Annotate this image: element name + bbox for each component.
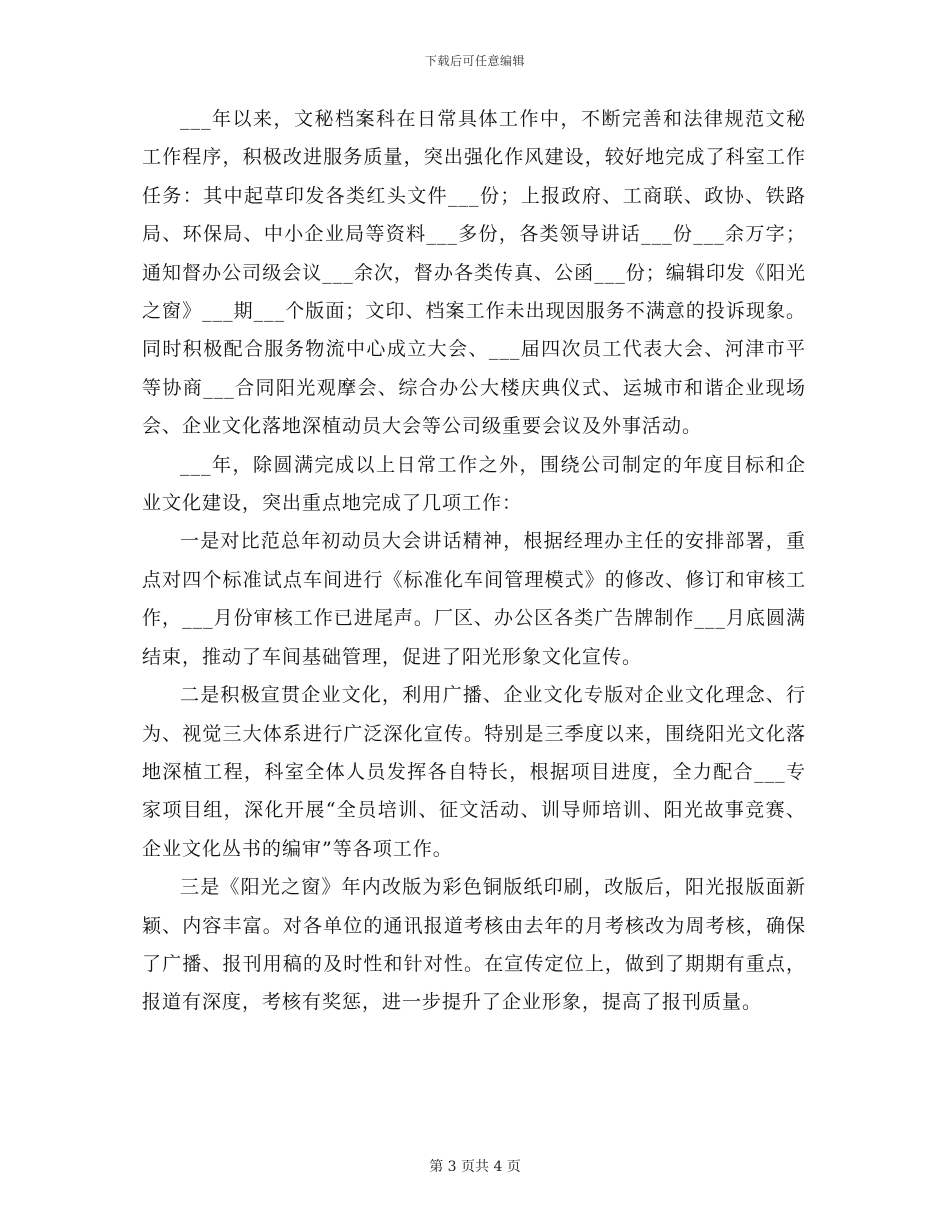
page-header-note: 下载后可任意编辑 [424, 54, 525, 68]
page-number-footer: 第 3 页共 4 页 [429, 1159, 521, 1175]
paragraph-item-three: 三是《阳光之窗》年内改版为彩色铜版纸印刷，改版后，阳光报版面新颖、内容丰富。对各单位的通讯报道考核由去年的月考核改为周考核，确保了广播、报刊用稿的及时性和针对性。在宣传定位上，做到了期期有重点，报道有深度，考核有奖惩，进一步提升了企业形象，提高了报刊质量。 [142, 876, 806, 1014]
paragraph-item-two: 二是积极宣贯企业文化，利用广播、企业文化专版对企业文化理念、行为、视觉三大体系进行广泛深化宣传。特别是三季度以来，围绕阳光文化落地深植工程，科室全体人员发挥各自特长，根据项目进度，全力配合___专家项目组，深化开展“全员培训、征文活动、训导师培训、阳光故事竞赛、企业文化丛书的编审”等各项工作。 [142, 684, 806, 860]
paragraph-key-work-intro: ___年，除圆满完成以上日常工作之外，围绕公司制定的年度目标和企业文化建设，突出重点地完成了几项工作： [142, 453, 806, 515]
paragraph-item-one: 一是对比范总年初动员大会讲话精神，根据经理办主任的安排部署，重点对四个标准试点车间进行《标准化车间管理模式》的修改、修订和审核工作，___月份审核工作已进尾声。厂区、办公区各类广告牌制作___月底圆满结束，推动了车间基础管理，促进了阳光形象文化宣传。 [142, 530, 806, 668]
document-body [142, 100, 806, 1022]
paragraph-annual-summary: ___年以来，文秘档案科在日常具体工作中，不断完善和法律规范文秘工作程序，积极改进服务质量，突出强化作风建设，较好地完成了科室工作任务：其中起草印发各类红头文件___份；上报政府、工商联、政协、铁路局、环保局、中小企业局等资料___多份，各类领导讲话___份___余万字；通知督办公司级会议___余次，督办各类传真、公函___份；编辑印发《阳光之窗》___期___个版面；文印、档案工作未出现因服务不满意的投诉现象。同时积极配合服务物流中心成立大会、___届四次员工代表大会、河津市平等协商___合同阳光观摩会、综合办公大楼庆典仪式、运城市和谐企业现场会、企业文化落地深植动员大会等公司级重要会议及外事活动。 [142, 108, 806, 438]
